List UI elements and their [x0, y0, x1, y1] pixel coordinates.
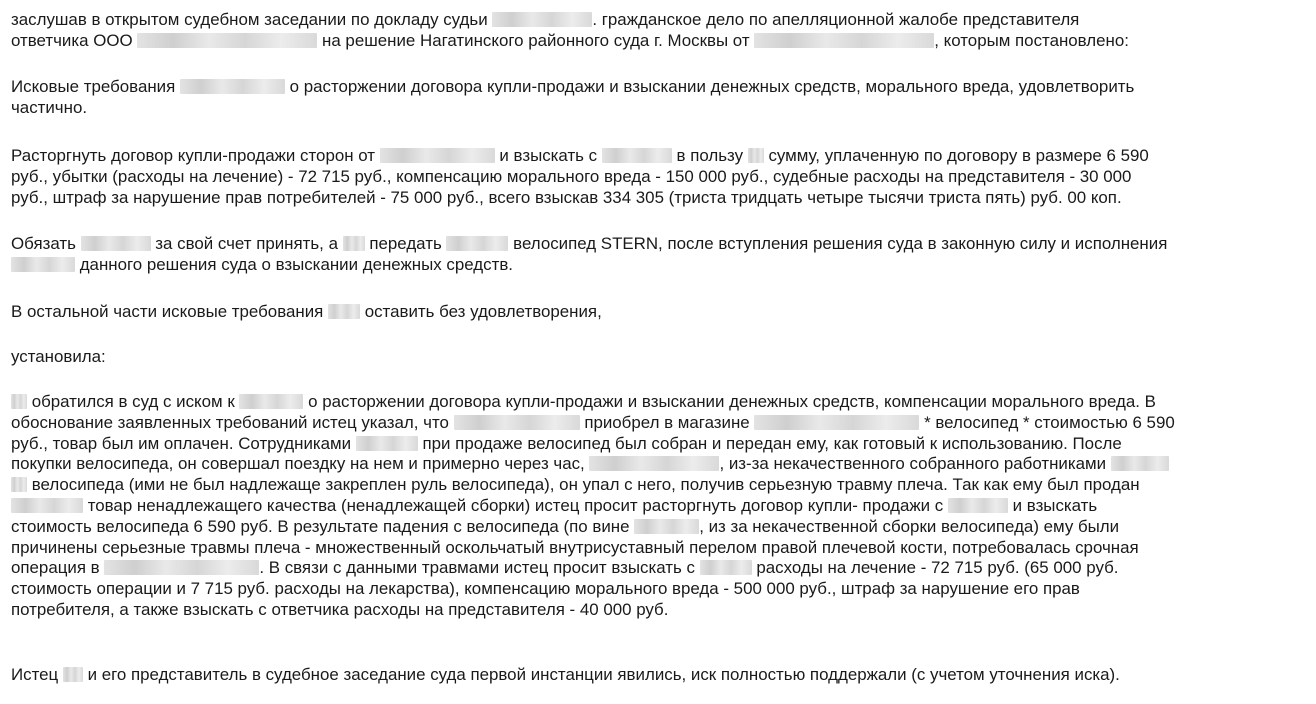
- text-run: руб., товар был им оплачен. Сотрудниками: [11, 433, 352, 453]
- text-run: приобрел в магазине: [584, 412, 750, 432]
- redaction-block: [180, 79, 285, 94]
- paragraph-plaintiff-appearance: [11, 665, 1311, 686]
- text-run: и взыскать с: [499, 146, 598, 165]
- redaction-block: [754, 415, 919, 430]
- text-line: [11, 665, 1311, 686]
- redaction-block: [748, 148, 764, 163]
- text-run: покупки велосипеда, он совершал поездку на нем и примерно через час,: [11, 454, 585, 474]
- redaction-block: [602, 148, 672, 163]
- text-run: потребителя, а также взыскать с ответчика расходы на представителя - 40 000 руб.: [11, 599, 669, 619]
- redaction-block: [11, 257, 75, 272]
- text-run: при продаже велосипед был собран и передан ему, как готовый к использованию. После: [422, 433, 1122, 453]
- paragraph-claims-ruling: [11, 77, 1311, 119]
- text-line: [11, 392, 1311, 413]
- text-run: оставить без удовлетворения,: [364, 302, 602, 321]
- redaction-block: [356, 436, 418, 451]
- text-run: о расторжении договора купли-продажи и взыскании денежных средств, компенсации морального вреда. В: [308, 392, 1156, 411]
- text-run: стоимость велосипеда 6 590 руб. В результате падения с велосипеда (по вине: [11, 516, 630, 536]
- text-run: Расторгнуть договор купли-продажи сторон от: [11, 146, 376, 165]
- text-run: велосипед STERN, после вступления решения суда в законную силу и исполнения: [513, 234, 1168, 253]
- text-line: [11, 146, 1311, 167]
- text-run: причинены серьезные травмы плеча - множественный оскольчатый внутрисуставный перелом правой плечевой кости, потребовалась срочная: [11, 537, 1139, 557]
- text-run: . В связи с данными травмами истец просит взыскать с: [259, 558, 695, 578]
- text-run: руб., убытки (расходы на лечение) - 72 715 руб., компенсацию морального вреда - 150 000 руб., судебные расходы на представителя - 30 000: [11, 166, 1132, 186]
- redaction-block: [104, 560, 259, 575]
- text-line: [11, 517, 1311, 538]
- text-line: [11, 475, 1311, 496]
- text-run: на решение Нагатинского районного суда г. Москвы от: [322, 30, 750, 50]
- text-line: [11, 600, 1311, 621]
- redaction-block: [948, 498, 1008, 513]
- text-run: обратился в суд с иском к: [31, 392, 235, 411]
- redaction-block: [11, 394, 27, 409]
- text-line: [11, 188, 1311, 209]
- text-line: [11, 579, 1311, 600]
- text-line: [11, 77, 1311, 98]
- text-run: стоимость операции и 7 715 руб. расходы на лекарства), компенсацию морального вреда - 500 000 руб., штраф за нарушение его прав: [11, 579, 1080, 599]
- text-line: [11, 98, 1311, 119]
- text-run: , которым постановлено:: [934, 30, 1129, 50]
- text-run: ответчика ООО: [11, 30, 133, 50]
- text-line: [11, 167, 1311, 188]
- redaction-block: [492, 12, 592, 27]
- text-run: и его представитель в судебное заседание суда первой инстанции явились, иск полностью поддержали (с учетом уточнения иска).: [87, 665, 1120, 684]
- paragraph-claim-details: [11, 392, 1311, 621]
- text-run: В остальной части исковые требования: [11, 302, 324, 321]
- redaction-block: [11, 477, 27, 492]
- text-run: заслушав в открытом судебном заседании по докладу судьи: [11, 10, 488, 29]
- text-run: руб., штраф за нарушение прав потребителей - 75 000 руб., всего взыскав 334 305 (триста тридцать четыре тысячи триста пять) руб. 00 коп.: [11, 187, 1122, 207]
- text-run: сумму, уплаченную по договору в размере 6 590: [768, 146, 1149, 165]
- text-line: [11, 255, 1311, 276]
- redaction-block: [634, 519, 699, 534]
- redaction-block: [328, 304, 360, 319]
- text-run: в пользу: [676, 146, 744, 165]
- text-line: [11, 496, 1311, 517]
- text-run: Истец: [11, 665, 59, 684]
- redaction-block: [63, 667, 83, 682]
- text-line: [11, 302, 1311, 323]
- text-line: [11, 538, 1311, 559]
- text-run: расходы на лечение - 72 715 руб. (65 000 руб.: [756, 558, 1119, 578]
- redaction-block: [380, 148, 495, 163]
- redaction-block: [454, 415, 580, 430]
- paragraph-remaining-claims: [11, 302, 1311, 323]
- text-run: обоснование заявленных требований истец указал, что: [11, 412, 449, 432]
- paragraph-established-heading: [11, 347, 1311, 368]
- paragraph-preamble: [11, 10, 1311, 52]
- redaction-block: [81, 236, 151, 251]
- redaction-block: [700, 560, 752, 575]
- paragraph-obligation: [11, 234, 1311, 276]
- redaction-block: [589, 456, 719, 471]
- redaction-block: [137, 33, 317, 48]
- text-line: [11, 234, 1311, 255]
- text-line: [11, 454, 1311, 475]
- text-run: и взыскать: [1012, 495, 1098, 515]
- text-run: передать: [369, 234, 442, 253]
- text-line: [11, 413, 1311, 434]
- text-line: [11, 347, 1311, 368]
- text-run: данного решения суда о взыскании денежных средств.: [79, 254, 513, 274]
- redaction-block: [446, 236, 508, 251]
- redaction-block: [754, 33, 934, 48]
- text-run: частично.: [11, 97, 88, 117]
- text-run: Исковые требования: [11, 77, 176, 96]
- text-run: товар ненадлежащего качества (ненадлежащей сборки) истец просит расторгнуть договор купли- продажи с: [87, 495, 944, 515]
- text-run: , из за некачественной сборки велосипеда) ему были: [699, 516, 1120, 536]
- text-run: . гражданское дело по апелляционной жалобе представителя: [592, 10, 1080, 29]
- text-run: , из-за некачественного собранного работниками: [719, 454, 1107, 474]
- redaction-block: [239, 394, 303, 409]
- paragraph-contract-termination: [11, 146, 1311, 208]
- text-line: [11, 558, 1311, 579]
- text-run: за свой счет принять, а: [155, 234, 338, 253]
- text-run: установила:: [11, 347, 106, 366]
- text-line: [11, 434, 1311, 455]
- redaction-block: [343, 236, 365, 251]
- text-run: о расторжении договора купли-продажи и взыскании денежных средств, морального вреда, удовлетворить: [289, 77, 1135, 96]
- text-run: операция в: [11, 558, 100, 578]
- text-run: велосипеда (ими не был надлежаще закреплен руль велосипеда), он упал с него, получив серьезную травму плеча. Так как ему был продан: [31, 475, 1140, 495]
- redaction-block: [1111, 456, 1169, 471]
- text-line: [11, 31, 1311, 52]
- text-run: Обязать: [11, 234, 76, 253]
- text-line: [11, 10, 1311, 31]
- redaction-block: [11, 498, 83, 513]
- text-run: * велосипед * стоимостью 6 590: [924, 412, 1175, 432]
